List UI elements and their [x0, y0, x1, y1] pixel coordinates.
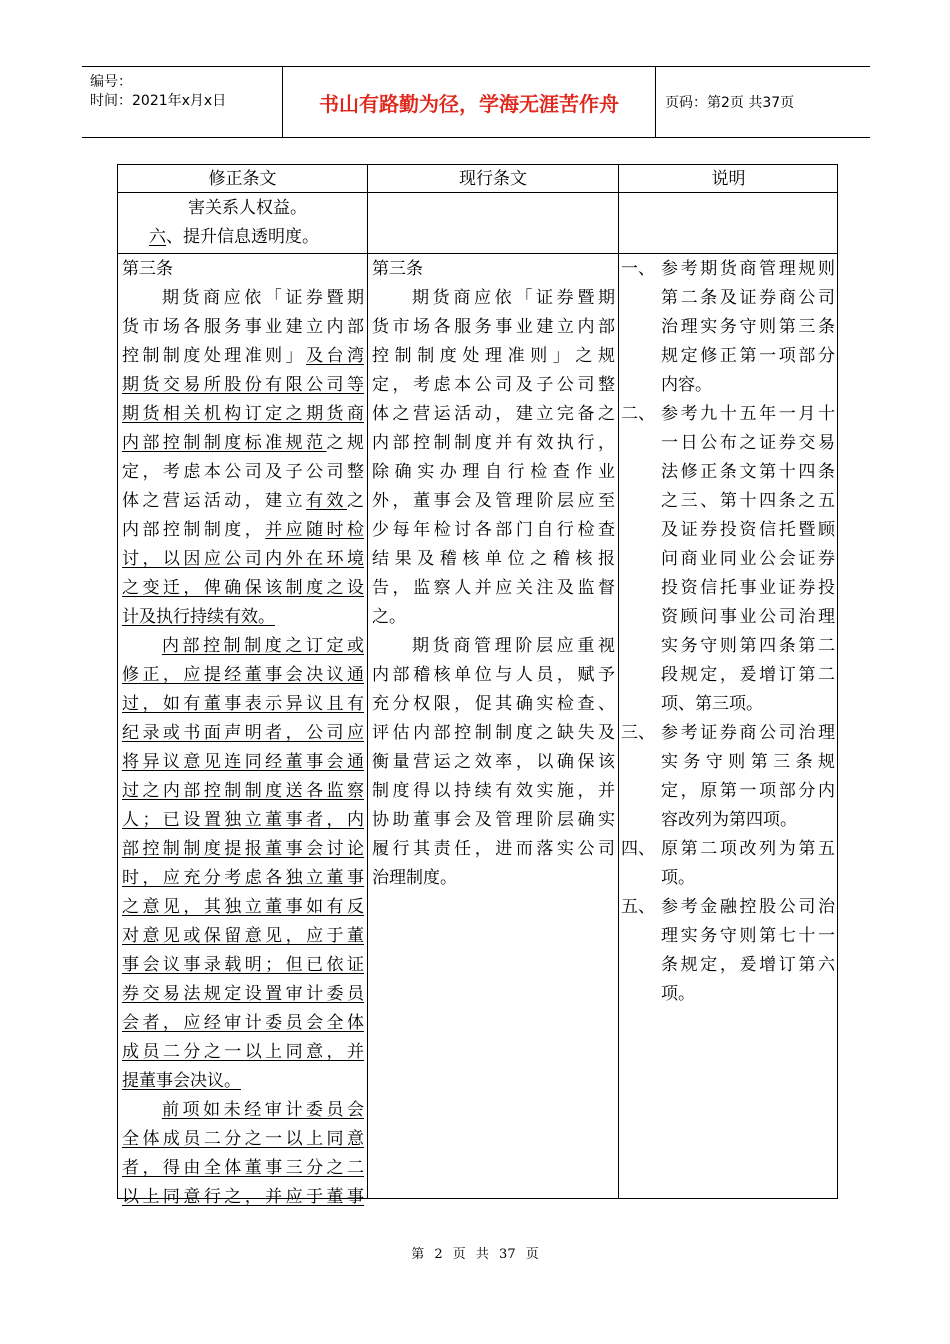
- text-line: 货市场各服务事业建立内部: [122, 317, 364, 337]
- underlined-text: 修正，应提经董事会决议通: [122, 665, 364, 685]
- underlined-text: 及台湾: [306, 346, 364, 366]
- text-fragment: 之规: [326, 433, 364, 453]
- note-item: [621, 835, 835, 893]
- underlined-text: 过之内部控制制度送各监察: [122, 781, 364, 801]
- text-line: [122, 1125, 364, 1154]
- note-line: 第二条及证券商公司: [661, 288, 835, 308]
- note-line: 实务守则第四条第二: [661, 636, 835, 656]
- note-line: 及证券投资信托暨顾: [661, 520, 835, 540]
- column-header-current: 现行条文: [459, 169, 527, 189]
- note-line: 投资信托事业证券投: [661, 578, 835, 598]
- column-divider: [367, 165, 368, 1198]
- note-line: 定，原第一项部分内: [661, 781, 835, 801]
- text-line: [122, 574, 364, 603]
- text-line: [122, 516, 364, 545]
- note-line: 资顾问事业公司治理: [661, 607, 835, 627]
- text-line: 害关系人权益。: [188, 198, 307, 218]
- note-item: [621, 893, 835, 1009]
- text-line: 评估内部控制制度之缺失及: [372, 723, 615, 743]
- note-line: 之三、第十四条之五: [661, 491, 835, 511]
- underlined-text: 券交易法规定设置审计委员: [122, 984, 364, 1004]
- note-line: 治理实务守则第三条: [661, 317, 835, 337]
- text-line: 告，监察人并应关注及监督: [372, 578, 615, 598]
- text-line: [122, 1096, 364, 1125]
- text-line: [122, 487, 364, 516]
- underlined-text: 者，得由全体董事三分之二: [122, 1158, 364, 1178]
- column-header-notes: 说明: [711, 169, 746, 189]
- text-line: 定，考虑本公司及子公司整: [372, 375, 615, 395]
- note-item: [621, 400, 835, 719]
- text-line: [122, 400, 364, 429]
- note-line: 规定修正第一项部分: [661, 346, 835, 366]
- note-number: 五、: [621, 897, 655, 917]
- text-fragment: 内部控制制度，: [122, 520, 266, 540]
- note-line: 内容。: [661, 375, 712, 395]
- text-line: 控制制度处理准则」之规: [372, 346, 615, 366]
- note-line: 参考期货商管理规则: [661, 259, 835, 279]
- text-line: [122, 1183, 364, 1212]
- header-page-indicator: 页码：第2页 共37页: [665, 95, 795, 111]
- text-fragment: 体之营运活动，建立: [122, 491, 307, 511]
- text-line: [122, 429, 364, 458]
- header-meta: [82, 67, 282, 137]
- note-line: 项、第三项。: [661, 694, 763, 714]
- underlined-text: 六: [149, 227, 166, 247]
- text-line: 衡量营运之效率，以确保该: [372, 752, 615, 772]
- text-line: 定，考虑本公司及子公司整: [122, 462, 364, 482]
- text-line: [122, 223, 364, 252]
- note-line: 段规定，爰增订第二: [661, 665, 835, 685]
- note-line: 问商业同业公会证券: [661, 549, 835, 569]
- text-line: [122, 632, 364, 661]
- text-line: [122, 545, 364, 574]
- text-line: [122, 1009, 364, 1038]
- text-line: 之。: [372, 607, 406, 627]
- text-line: 第三条: [122, 259, 173, 279]
- text-line: 制度得以持续有效实施，并: [372, 781, 615, 801]
- explanation-cell: [621, 255, 835, 1009]
- text-fragment: 控制制度处理准则」: [122, 346, 307, 366]
- underlined-text: 对意见或保留意见，应于董: [122, 926, 364, 946]
- note-line: 参考金融控股公司治: [661, 897, 835, 917]
- underlined-text: 有效: [306, 491, 348, 511]
- text-line: 内部控制制度并有效执行，: [372, 433, 615, 453]
- underlined-text: 期货相关机构订定之期货商: [122, 404, 364, 424]
- time-label: 时间：2021年x月x日: [90, 93, 227, 109]
- text-line: 第三条: [372, 259, 423, 279]
- text-fragment: 、提升信息透明度。: [166, 227, 319, 247]
- text-line: 结果及稽核单位之稽核报: [372, 549, 615, 569]
- text-line: 充分权限，促其确实检查、: [372, 694, 615, 714]
- underlined-text: 内部控制制度之订定或: [162, 636, 364, 656]
- text-line: 协助董事会及管理阶层确实: [372, 810, 615, 830]
- comparison-table: [117, 164, 838, 1207]
- note-line: 原第二项改列为第五: [661, 839, 835, 859]
- text-line: [122, 951, 364, 980]
- note-line: 参考证券商公司治理: [661, 723, 835, 743]
- underlined-text: 将异议意见连同经董事会通: [122, 752, 364, 772]
- text-line: [122, 922, 364, 951]
- note-line: 理实务守则第七十一: [661, 926, 835, 946]
- header-motto: 书山有路勤为径，学海无涯苦作舟: [282, 67, 656, 137]
- underlined-text: 全体成员二分之一以上同意: [122, 1129, 364, 1149]
- text-line: [122, 690, 364, 719]
- text-line: [122, 719, 364, 748]
- text-line: [122, 342, 364, 371]
- note-line: 实务守则第三条规: [661, 752, 835, 772]
- underlined-text: 部控制制度提报董事会讨论: [122, 839, 364, 859]
- text-fragment: 之: [347, 491, 364, 511]
- note-number: 二、: [621, 404, 655, 424]
- underlined-text: 纪录或书面声明者，公司应: [122, 723, 364, 743]
- underlined-text: 计及执行持续有效。: [122, 607, 275, 627]
- note-line: 容改列为第四项。: [661, 810, 797, 830]
- underlined-text: 过，如有董事表示异议且有: [122, 694, 364, 714]
- current-article-cell: [372, 255, 615, 893]
- text-line: 货市场各服务事业建立内部: [372, 317, 615, 337]
- text-line: [122, 371, 364, 400]
- text-line: 期货商管理阶层应重视: [412, 636, 615, 656]
- note-line: 项。: [661, 868, 695, 888]
- underlined-text: 成员二分之一以上同意，并: [122, 1042, 364, 1062]
- page-footer: 第 2 页 共 37 页: [411, 1247, 539, 1262]
- column-header-revised: 修正条文: [208, 169, 277, 189]
- underlined-text: 以上同意行之，并应于董事: [122, 1187, 364, 1207]
- text-line: [122, 1038, 364, 1067]
- text-line: 治理制度。: [372, 868, 457, 888]
- text-line: [122, 603, 364, 632]
- revised-article-cell: [122, 255, 364, 1212]
- note-line: 参考九十五年一月十: [661, 404, 835, 424]
- text-line: [122, 661, 364, 690]
- text-line: [122, 864, 364, 893]
- text-line: 少每年检讨各部门自行检查: [372, 520, 615, 540]
- text-line: 除确实办理自行检查作业: [372, 462, 615, 482]
- note-item: [621, 255, 835, 400]
- number-label: 编号：: [90, 74, 132, 90]
- text-line: [122, 1067, 364, 1096]
- underlined-text: 之变迁，俾确保该制度之设: [122, 578, 364, 598]
- text-line: [122, 893, 364, 922]
- underlined-text: 人；已设置独立董事者，内: [122, 810, 364, 830]
- note-number: 一、: [621, 259, 655, 279]
- text-line: [122, 748, 364, 777]
- text-line: 履行其责任，进而落实公司: [372, 839, 615, 859]
- note-number: 四、: [621, 839, 655, 859]
- underlined-text: 提董事会决议。: [122, 1071, 241, 1091]
- underlined-text: 之意见，其独立董事如有反: [122, 897, 364, 917]
- underlined-text: 时，应充分考虑各独立董事: [122, 868, 364, 888]
- note-line: 一日公布之证券交易: [661, 433, 835, 453]
- underlined-text: 期货交易所股份有限公司等: [122, 375, 364, 395]
- page-header: [82, 66, 870, 138]
- row1-revised-cell: [122, 194, 364, 252]
- text-line: [122, 835, 364, 864]
- note-item: [621, 719, 835, 835]
- note-number: 三、: [621, 723, 655, 743]
- text-line: 体之营运活动，建立完备之: [372, 404, 615, 424]
- note-line: 法修正条文第十四条: [661, 462, 835, 482]
- underlined-text: 并应随时检: [265, 520, 364, 540]
- text-line: [122, 777, 364, 806]
- underlined-text: 会者，应经审计委员会全体: [122, 1013, 364, 1033]
- underlined-text: 内部控制制度标准规范: [122, 433, 327, 453]
- underlined-text: 事会议事录载明；但已依证: [122, 955, 364, 975]
- underlined-text: 讨，以因应公司内外在环境: [122, 549, 364, 569]
- text-line: 期货商应依「证券暨期: [412, 288, 615, 308]
- text-line: 期货商应依「证券暨期: [162, 288, 364, 308]
- note-line: 项。: [661, 984, 695, 1004]
- text-line: [122, 980, 364, 1009]
- text-line: 外，董事会及管理阶层应至: [372, 491, 615, 511]
- column-divider: [618, 165, 619, 1198]
- text-line: 内部稽核单位与人员，赋予: [372, 665, 615, 685]
- underlined-text: 前项如未经审计委员会: [162, 1100, 364, 1120]
- note-line: 条规定，爰增订第六: [661, 955, 835, 975]
- row-divider: [118, 253, 837, 254]
- text-line: [122, 806, 364, 835]
- text-line: [122, 1154, 364, 1183]
